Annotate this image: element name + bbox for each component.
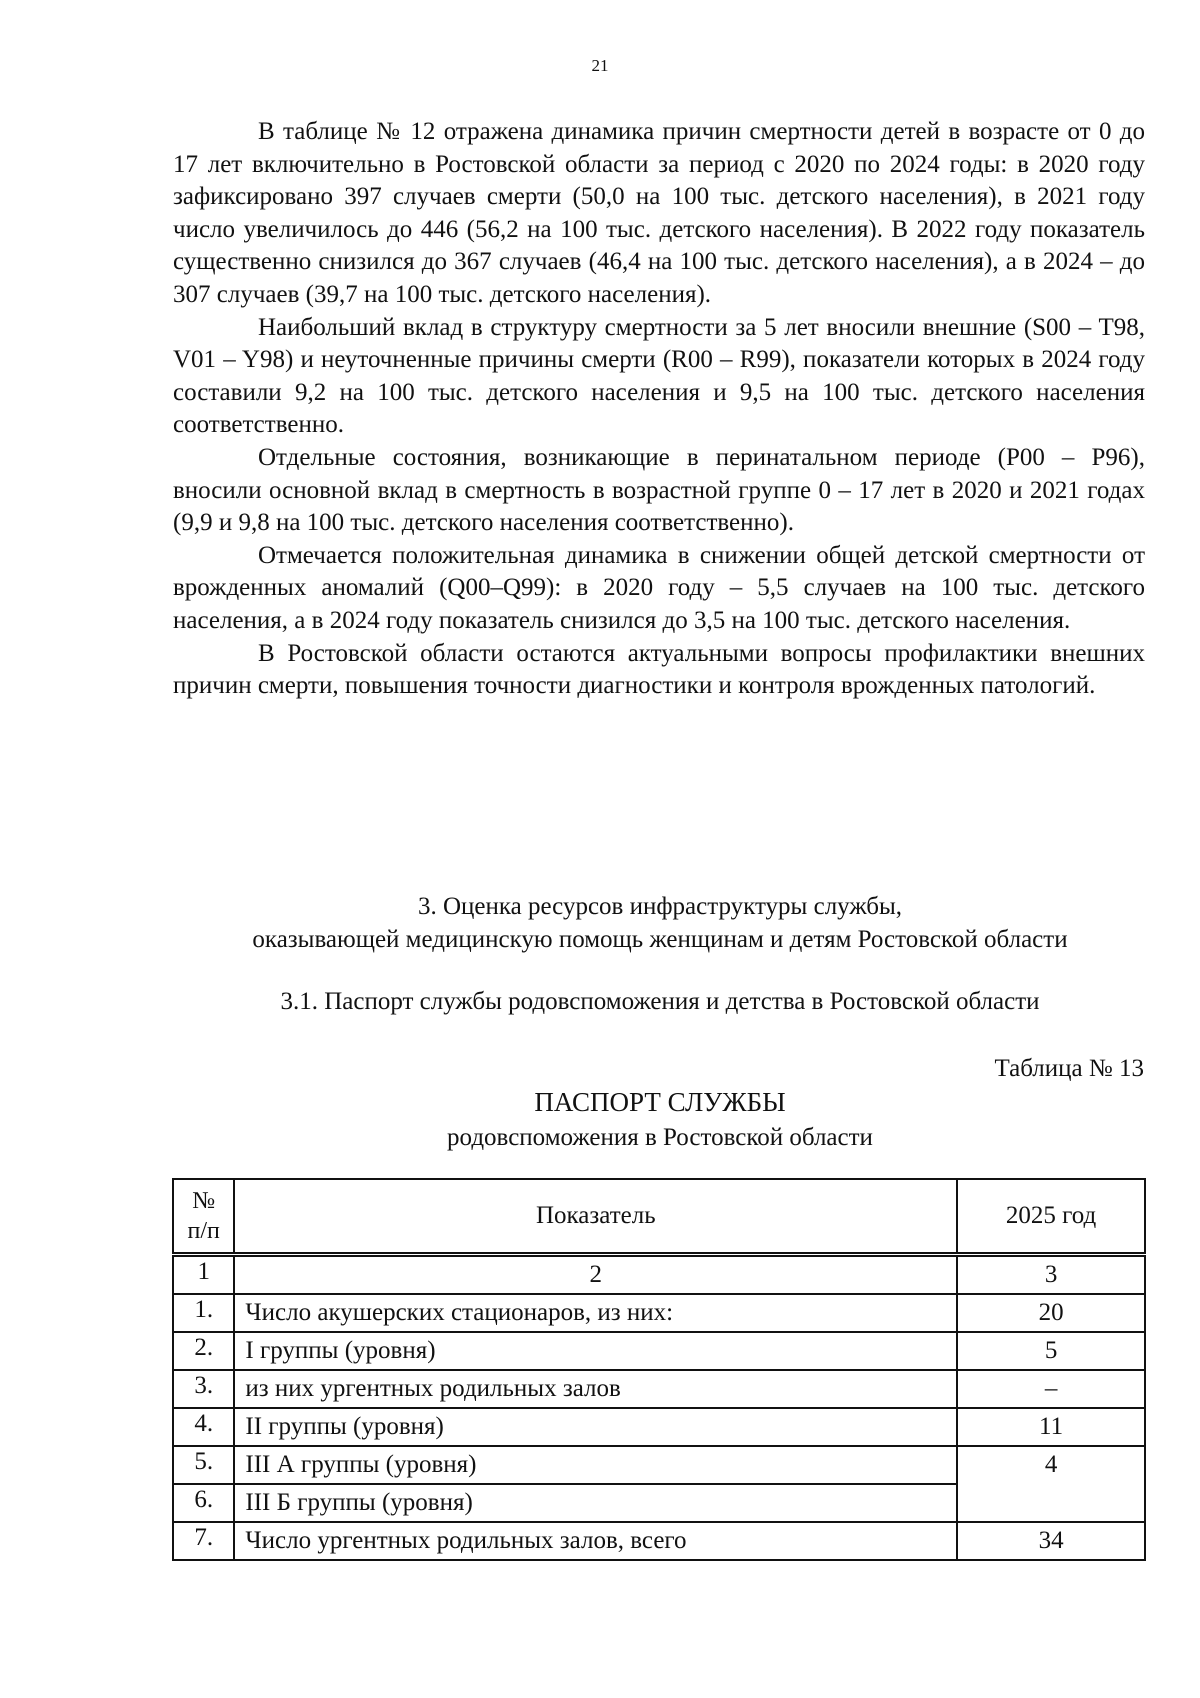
table-title [0, 1085, 1200, 1155]
header-indicator-cell: Показатель [234, 1179, 957, 1255]
header-num-cell [173, 1179, 234, 1255]
row-num: 5. [173, 1446, 234, 1484]
row-num: 7. [173, 1522, 234, 1560]
section-heading [0, 890, 1200, 956]
page-number: 21 [591, 56, 609, 75]
paragraph-external-causes: Наибольший вклад в структуру смертности за 5 лет вносили внешние (S00 – T98, V01 – Y98) и неуточненные причины смерти (R00 – R99), показатели которых в 2024 году составили 9,2 на 100 тыс. детского населения и 9,5 на 100 тыс. детского населения соответственно. [173, 313, 1145, 439]
row-indicator: из них ургентных родильных залов [234, 1370, 957, 1408]
row-value: 34 [957, 1522, 1145, 1560]
column-number-2: 2 [234, 1255, 957, 1295]
section-heading-line2: оказывающей медицинскую помощь женщинам и детям Ростовской области [252, 926, 1068, 953]
header-num-sign: № [192, 1188, 216, 1214]
row-num: 3. [173, 1370, 234, 1408]
row-num: 2. [173, 1332, 234, 1370]
column-number-3: 3 [957, 1255, 1145, 1295]
row-value: 5 [957, 1332, 1145, 1370]
paragraph-congenital-anomalies: Отмечается положительная динамика в снижении общей детской смертности от врожденных аномалий (Q00–Q99): в 2020 году – 5,5 случаев на 100 тыс. детского населения, а в 2024 году показатель снизился до 3,5 на 100 тыс. детского населения. [173, 541, 1145, 634]
section-heading-line1: 3. Оценка ресурсов инфраструктуры службы, [417, 893, 903, 920]
header-value-cell: 2025 год [957, 1179, 1145, 1255]
row-indicator: III А группы (уровня) [234, 1446, 957, 1484]
table-row [173, 1294, 1145, 1332]
table-row [173, 1446, 1145, 1484]
row-value: 11 [957, 1408, 1145, 1446]
table-subtitle: родовспоможения в Ростовской области [447, 1124, 873, 1151]
header-num-pp: п/п [187, 1218, 220, 1244]
row-indicator: II группы (уровня) [234, 1408, 957, 1446]
row-value: – [957, 1370, 1145, 1408]
column-number-row [173, 1255, 1145, 1295]
table-title-main: ПАСПОРТ СЛУЖБЫ [534, 1087, 786, 1117]
passport-table [172, 1178, 1146, 1561]
row-indicator: I группы (уровня) [234, 1332, 957, 1370]
paragraph-mortality-dynamics: В таблице № 12 отражена динамика причин смертности детей в возрасте от 0 до 17 лет включительно в Ростовской области за период с 2020 по 2024 годы: в 2020 году зафиксировано 397 случаев смерти (50,0 на 100 тыс. детского населения), в 2021 году число увеличилось до 446 (56,2 на 100 тыс. детского населения). В 2022 году показатель существенно снизился до 367 случаев (46,4 на 100 тыс. детского населения), а в 2024 – до 307 случаев (39,7 на 100 тыс. детского населения). [173, 118, 1145, 308]
table-row [173, 1522, 1145, 1560]
row-indicator: Число акушерских стационаров, из них: [234, 1294, 957, 1332]
body-text [173, 116, 1145, 703]
paragraph-perinatal: Отдельные состояния, возникающие в перинатальном периоде (P00 – P96), вносили основной вклад в смертность в возрастной группе 0 – 17 лет в 2020 и 2021 годах (9,9 и 9,8 на 100 тыс. детского населения соответственно). [173, 443, 1145, 537]
column-number-1: 1 [173, 1255, 234, 1295]
row-value-merged: 4 [957, 1446, 1145, 1522]
table-label: Таблица № 13 [994, 1055, 1144, 1082]
row-num: 1. [173, 1294, 234, 1332]
row-indicator: Число ургентных родильных залов, всего [234, 1522, 957, 1560]
table-row [173, 1332, 1145, 1370]
row-value: 20 [957, 1294, 1145, 1332]
row-num: 6. [173, 1484, 234, 1522]
row-indicator: III Б группы (уровня) [234, 1484, 957, 1522]
row-num: 4. [173, 1408, 234, 1446]
table-row [173, 1408, 1145, 1446]
table-header-row [173, 1179, 1145, 1255]
table-row [173, 1370, 1145, 1408]
subsection-heading: 3.1. Паспорт службы родовспоможения и детства в Ростовской области [280, 988, 1040, 1015]
paragraph-prevention: В Ростовской области остаются актуальными вопросы профилактики внешних причин смерти, повышения точности диагностики и контроля врожденных патологий. [173, 639, 1145, 700]
